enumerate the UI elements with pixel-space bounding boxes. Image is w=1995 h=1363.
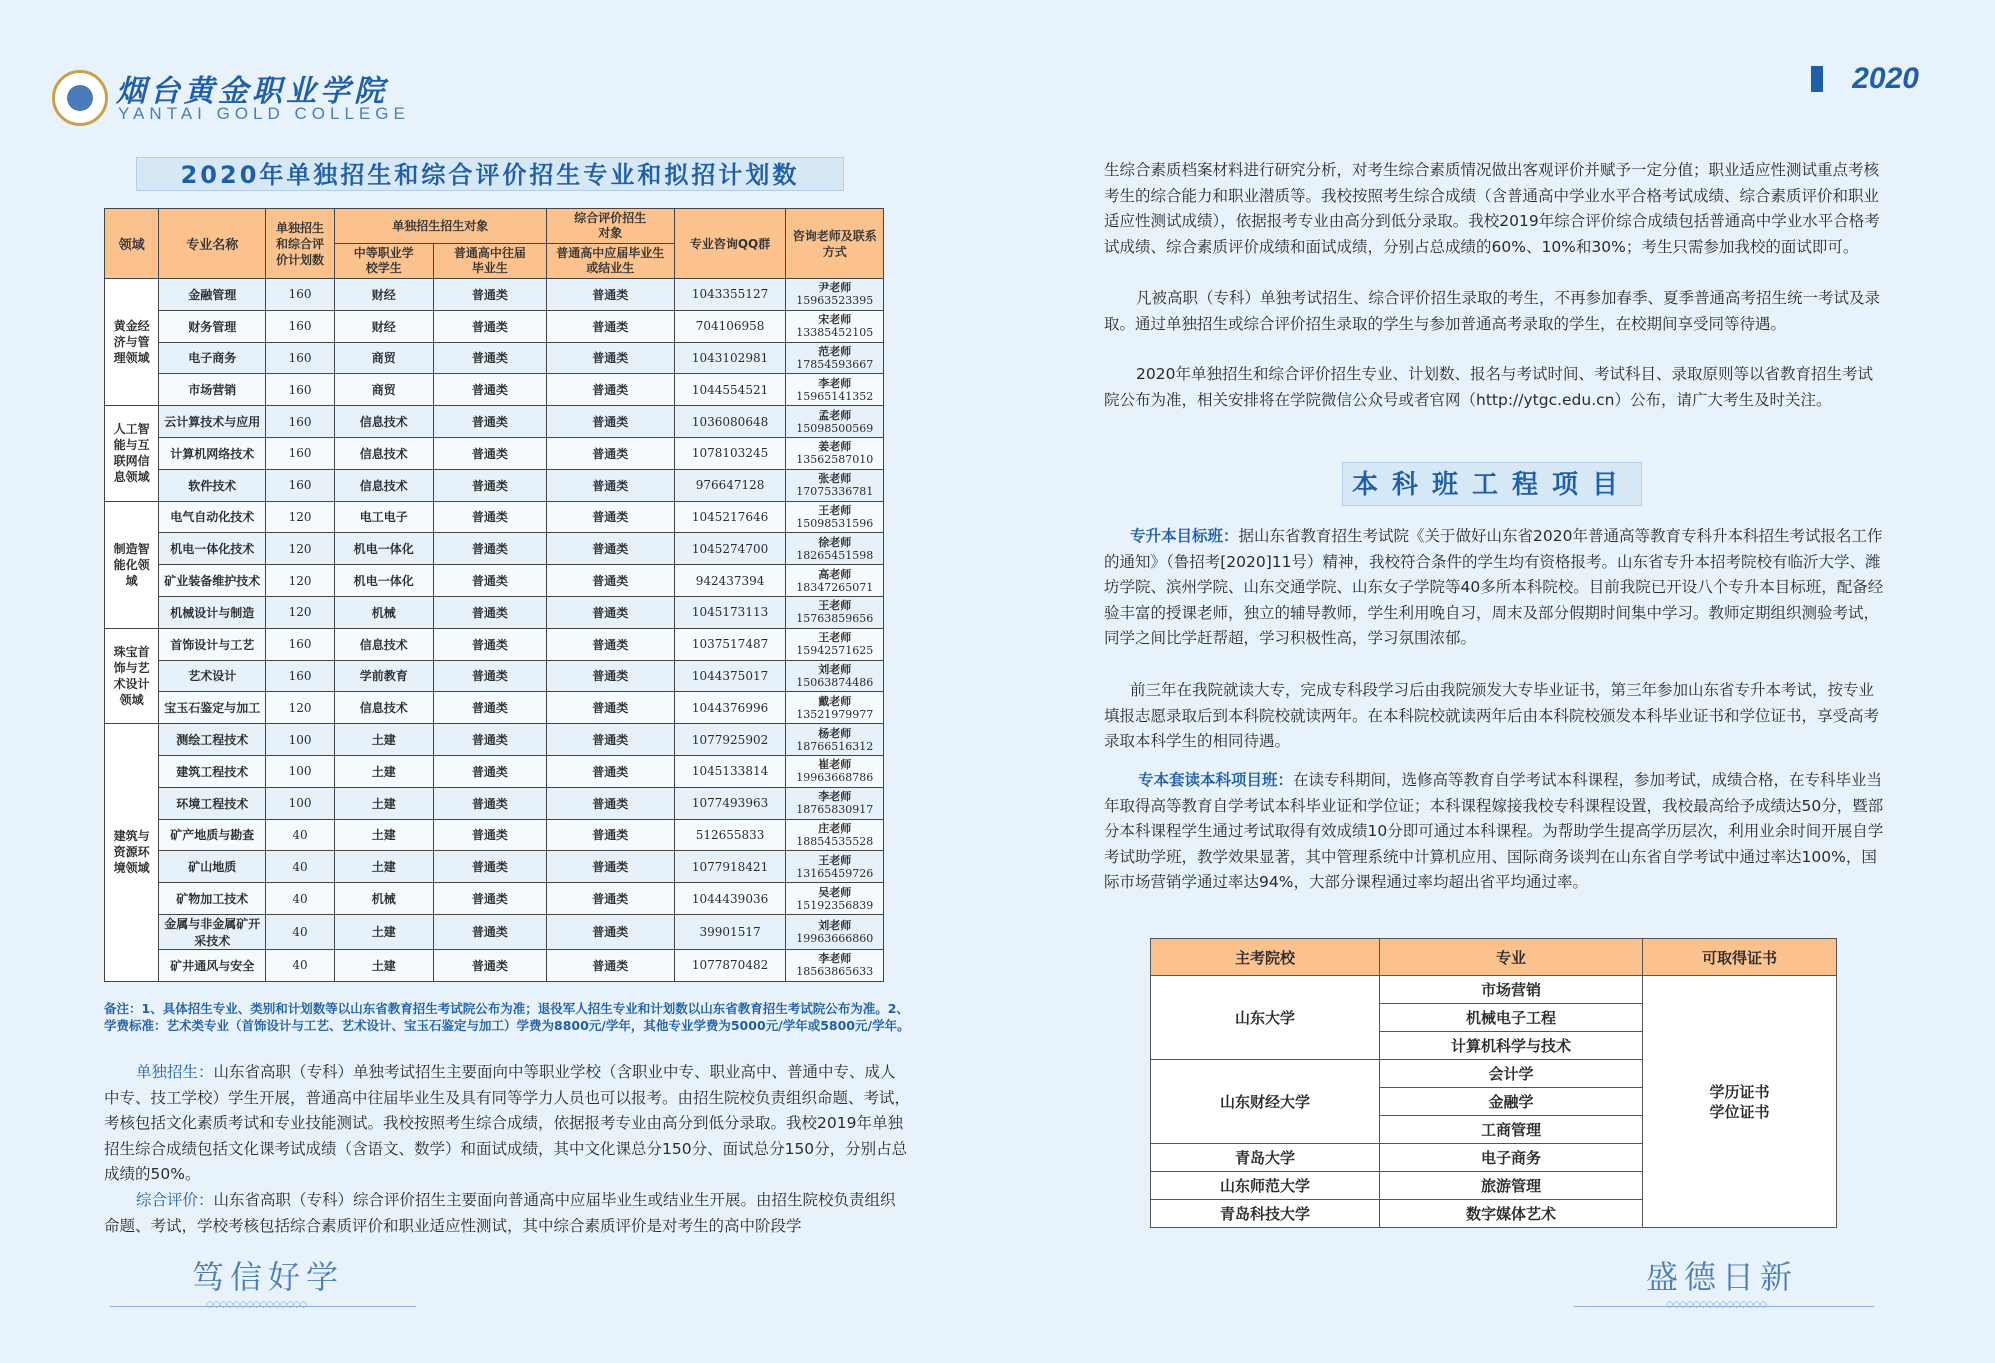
major-cell: 计算机网络技术 [159,437,266,469]
single-b-cell: 普通类 [433,310,546,342]
contact-cell [786,883,884,915]
single-b-cell: 普通类 [433,596,546,628]
upgrade-class-lead: 专升本目标班： [1130,527,1239,545]
teacher-phone: 15192356839 [796,898,874,912]
plan-cell: 40 [266,914,334,949]
single-a-cell: 财经 [334,310,433,342]
major-cell: 市场营销 [159,374,266,406]
single-a-cell: 机械 [334,883,433,915]
comp-a-cell: 普通类 [546,469,674,501]
qq-cell: 1045217646 [674,501,786,533]
teacher-phone: 18347265071 [796,580,874,594]
comp-a-cell: 普通类 [546,310,674,342]
enrollment-plan-table [104,208,884,982]
single-a-cell: 土建 [334,949,433,981]
teacher-phone: 13165459726 [796,866,874,880]
table-row [105,724,884,756]
qq-cell: 942437394 [674,565,786,597]
qq-cell: 1077493963 [674,787,786,819]
upgrade-class-paragraph-2: 前三年在我院就读大专，完成专科段学习后由我院颁发大专毕业证书，第三年参加山东省专升本考试，按专业填报志愿录取后到本科院校就读两年。在本科院校就读两年后由本科院校颁发本科毕业证书和学位证书，享受高考录取本科学生的相同待遇。 [1104,681,1880,751]
single-a-cell: 信息技术 [334,469,433,501]
comp-a-cell: 普通类 [546,883,674,915]
teacher-name: 王老师 [818,503,852,517]
teacher-phone: 17075336781 [796,485,874,499]
teacher-name: 刘老师 [818,662,852,676]
table-row [105,279,884,311]
single-b-cell: 普通类 [433,565,546,597]
qq-cell: 1044376996 [674,692,786,724]
contact-cell [786,565,884,597]
single-b-cell: 普通类 [433,469,546,501]
single-a-cell: 信息技术 [334,692,433,724]
contact-cell [786,596,884,628]
plan-cell: 160 [266,279,334,311]
single-a-cell: 机电一体化 [334,565,433,597]
single-b-cell: 普通类 [433,628,546,660]
teacher-phone: 17854593667 [796,357,874,371]
contact-cell [786,660,884,692]
teacher-name: 庄老师 [818,821,852,835]
teacher-name: 吴老师 [818,885,852,899]
contact-cell [786,501,884,533]
single-a-cell: 土建 [334,914,433,949]
comp-a-cell: 普通类 [546,914,674,949]
cert-row [1151,976,1837,1004]
comp-a-cell: 普通类 [546,501,674,533]
upgrade-class-paragraph [1104,524,1884,652]
table-row [105,501,884,533]
plan-cell: 160 [266,469,334,501]
cert-major-cell: 数字媒体艺术 [1380,1200,1643,1228]
domain-cell: 制造智能化领域 [105,501,159,628]
plan-cell: 160 [266,437,334,469]
single-a-cell: 土建 [334,787,433,819]
comp-a-cell: 普通类 [546,628,674,660]
major-cell: 财务管理 [159,310,266,342]
col-single-a: 中等职业学校学生 [334,244,433,279]
major-cell: 矿井通风与安全 [159,949,266,981]
single-b-cell: 普通类 [433,406,546,438]
major-cell: 机械设计与制造 [159,596,266,628]
contact-cell [786,724,884,756]
qq-cell: 1044375017 [674,660,786,692]
single-a-cell: 学前教育 [334,660,433,692]
single-b-cell: 普通类 [433,374,546,406]
contact-cell [786,787,884,819]
contact-cell [786,406,884,438]
cert-col-certificate: 可取得证书 [1643,939,1837,976]
qq-cell: 39901517 [674,914,786,949]
major-cell: 首饰设计与工艺 [159,628,266,660]
cert-major-cell: 电子商务 [1380,1144,1643,1172]
major-cell: 矿产地质与勘查 [159,819,266,851]
cert-col-major: 专业 [1380,939,1643,976]
teacher-name: 李老师 [818,376,852,390]
comp-a-cell: 普通类 [546,374,674,406]
major-cell: 金属与非金属矿开采技术 [159,914,266,949]
table-note: 备注：1、具体招生专业、类别和计划数等以山东省教育招生考试院公布为准；退役军人招生专业和计划数以山东省教育招生考试院公布为准。2、学费标准：艺术类专业（首饰设计与工艺、艺术设计、宝玉石鉴定与加工）学费为8800元/学年，其他专业学费为5000元/学年或5800元/学年。 [104,1001,910,1033]
major-cell: 软件技术 [159,469,266,501]
table-row [105,787,884,819]
plan-cell: 100 [266,755,334,787]
major-cell: 电子商务 [159,342,266,374]
teacher-phone: 18854535528 [796,834,874,848]
single-a-cell: 电工电子 [334,501,433,533]
teacher-phone: 18766516312 [796,739,874,753]
col-comp-group: 综合评价招生对象 [546,209,674,244]
cert-major-cell: 旅游管理 [1380,1172,1643,1200]
single-admission-lead: 单独招生： [136,1063,214,1081]
joint-program-paragraph [1104,768,1884,896]
single-b-cell: 普通类 [433,949,546,981]
major-cell: 矿业装备维护技术 [159,565,266,597]
qq-cell: 1036080648 [674,406,786,438]
single-admission-text: 山东省高职（专科）单独考试招生主要面向中等职业学校（含职业中专、职业高中、普通中专、成人中专、技工学校）学生开展，普通高中往届毕业生及具有同等学力人员也可以报考。由招生院校负责组织命题、考试，考核包括文化素质考试和专业技能测试。我校按照考生综合成绩，依据报考专业由高分到低分录取。我校2019年单独招生综合成绩包括文化课考试成绩（含语文、数学）和面试成绩，其中文化课总分150分、面试总分150分，分别占总成绩的50%。 [104,1063,911,1184]
single-b-cell: 普通类 [433,724,546,756]
major-cell: 环境工程技术 [159,787,266,819]
contact-cell [786,437,884,469]
table-row [105,533,884,565]
comp-a-cell: 普通类 [546,596,674,628]
cert-school-cell: 山东大学 [1151,976,1380,1060]
teacher-phone: 15763859656 [796,612,874,626]
admission-notice-paragraph: 凡被高职（专科）单独考试招生、综合评价招生录取的考生，不再参加春季、夏季普通高考招生统一考试及录取。通过单独招生或综合评价招生录取的学生与参加普通高考录取的学生，在校期间享受同等待遇。 [1104,289,1881,333]
qq-cell: 1045173113 [674,596,786,628]
teacher-name: 尹老师 [818,281,852,295]
contact-cell [786,533,884,565]
contact-cell [786,692,884,724]
teacher-phone: 15098531596 [796,516,874,530]
announcement-paragraph: 2020年单独招生和综合评价招生专业、计划数、报名与考试时间、考试科目、录取原则等以省教育招生考试院公布为准，相关安排将在学院微信公众号或者官网（http://ytgc.edu.cn）公布，请广大考生及时关注。 [1104,365,1873,409]
qq-cell: 1045133814 [674,755,786,787]
comp-a-cell: 普通类 [546,533,674,565]
cert-major-cell: 会计学 [1380,1060,1643,1088]
single-a-cell: 财经 [334,279,433,311]
major-cell: 机电一体化技术 [159,533,266,565]
col-domain: 领域 [105,209,159,279]
table-row [105,819,884,851]
table-row [105,310,884,342]
plan-cell: 40 [266,819,334,851]
major-cell: 金融管理 [159,279,266,311]
motto-right: 盛德日新 [1646,1258,1799,1296]
plan-cell: 120 [266,596,334,628]
comp-a-cell: 普通类 [546,851,674,883]
year-badge: 2020 [1852,62,1919,95]
table-row [105,565,884,597]
comp-admission-text: 山东省高职（专科）综合评价招生主要面向普通高中应届毕业生或结业生开展。由招生院校负责组织命题、考试，学校考核包括综合素质评价和职业适应性测试，其中综合素质评价是对考生的高中阶段学 [104,1191,896,1235]
teacher-name: 王老师 [818,599,852,613]
teacher-name: 刘老师 [818,918,852,932]
col-plan: 单独招生和综合评价计划数 [266,209,334,279]
comp-eval-continued: 生综合素质档案材料进行研究分析，对考生综合素质情况做出客观评价并赋予一定分值；职业适应性测试重点考核考生的综合能力和职业潜质等。我校按照考生综合成绩（含普通高中学业水平合格考试成绩、综合素质评价和职业适应性测试成绩），依据报考专业由高分到低分录取。我校2019年综合评价综合成绩包括普通高中学业水平合格考试成绩、综合素质评价成绩和面试成绩，分别占总成绩的60%、10%和30%；考生只需参加我校的面试即可。 [1104,161,1880,256]
comp-a-cell: 普通类 [546,279,674,311]
contact-cell [786,628,884,660]
table-row [105,949,884,981]
table-row [105,596,884,628]
single-a-cell: 商贸 [334,342,433,374]
comp-a-cell: 普通类 [546,755,674,787]
teacher-phone: 15963523395 [796,294,874,308]
plan-table-title: 2020年单独招生和综合评价招生专业和拟招计划数 [136,157,844,191]
single-a-cell: 土建 [334,724,433,756]
upgrade-class-text: 据山东省教育招生考试院《关于做好山东省2020年普通高等教育专科升本科招生考试报名工作的通知》（鲁招考[2020]11号）精神，我校符合条件的学生均有资格报考。山东省专升本招考院校有临沂大学、潍坊学院、滨州学院、山东交通学院、山东女子学院等40多所本科院校。目前我院已开设八个专升本目标班，配备经验丰富的授课老师，独立的辅导教师，学生利用晚自习，周末及部分假期时间集中学习。教师定期组织测验考试，同学之间比学赶帮超，学习积极性高，学习氛围浓郁。 [1104,527,1884,648]
single-b-cell: 普通类 [433,660,546,692]
school-name-en: YANTAI GOLD COLLEGE [118,104,410,123]
cert-school-cell: 山东师范大学 [1151,1172,1380,1200]
table-row [105,469,884,501]
teacher-phone: 13521979977 [796,707,874,721]
plan-cell: 160 [266,374,334,406]
major-cell: 宝玉石鉴定与加工 [159,692,266,724]
single-b-cell: 普通类 [433,819,546,851]
qq-cell: 976647128 [674,469,786,501]
qq-cell: 1045274700 [674,533,786,565]
cert-value-cell: 学历证书 学位证书 [1643,976,1837,1228]
single-b-cell: 普通类 [433,914,546,949]
major-cell: 艺术设计 [159,660,266,692]
teacher-phone: 19963666860 [796,931,874,945]
major-cell: 矿物加工技术 [159,883,266,915]
table-row [105,660,884,692]
contact-cell [786,851,884,883]
comp-a-cell: 普通类 [546,660,674,692]
single-b-cell: 普通类 [433,437,546,469]
teacher-name: 崔老师 [818,758,852,772]
comp-a-cell: 普通类 [546,342,674,374]
contact-cell [786,755,884,787]
table-row [105,374,884,406]
comp-a-cell: 普通类 [546,724,674,756]
teacher-phone: 18265451598 [796,548,874,562]
plan-cell: 160 [266,406,334,438]
teacher-name: 姜老师 [818,440,852,454]
joint-program-lead: 专本套读本科项目班： [1138,771,1294,789]
single-a-cell: 土建 [334,819,433,851]
plan-cell: 120 [266,501,334,533]
table-row [105,437,884,469]
plan-cell: 120 [266,533,334,565]
single-admission-paragraph [104,1060,910,1188]
table-row [105,851,884,883]
teacher-name: 张老师 [818,472,852,486]
col-single-b: 普通高中往届毕业生 [433,244,546,279]
plan-cell: 160 [266,660,334,692]
single-b-cell: 普通类 [433,279,546,311]
major-cell: 矿山地质 [159,851,266,883]
single-a-cell: 土建 [334,851,433,883]
single-a-cell: 机电一体化 [334,533,433,565]
motto-right-diamonds-icon: ◇◇◇◇◇◇◇◇◇◇◇◇◇◇◇ [1666,1299,1767,1310]
col-qq: 专业咨询QQ群 [674,209,786,279]
cert-school-cell: 山东财经大学 [1151,1060,1380,1144]
single-a-cell: 信息技术 [334,406,433,438]
qq-cell: 1077870482 [674,949,786,981]
year-bar-icon [1811,66,1823,92]
contact-cell [786,374,884,406]
plan-cell: 40 [266,851,334,883]
single-a-cell: 商贸 [334,374,433,406]
major-cell: 电气自动化技术 [159,501,266,533]
single-a-cell: 机械 [334,596,433,628]
major-cell: 云计算技术与应用 [159,406,266,438]
joint-program-text: 在读专科期间，选修高等教育自学考试本科课程，参加考试，成绩合格，在专科毕业当年取得高等教育自学考试本科毕业证和学位证；本科课程嫁接我校专科课程设置，我校最高给予成绩达50分，暨部分本科课程学生通过考试取得有效成绩10分即可通过本科课程。为帮助学生提高学历层次，利用业余时间开展自学考试助学班，教学效果显著，其中管理系统中计算机应用、国际商务谈判在山东省自学考试中通过率达100%，国际市场营销学通过率达94%，大部分课程通过率均超出省平均通过率。 [1104,771,1884,892]
qq-cell: 1044439036 [674,883,786,915]
teacher-phone: 18563865633 [796,965,874,979]
single-a-cell: 信息技术 [334,437,433,469]
cert-school-cell: 青岛科技大学 [1151,1200,1380,1228]
plan-cell: 100 [266,787,334,819]
table-row [105,692,884,724]
cert-major-cell: 工商管理 [1380,1116,1643,1144]
teacher-name: 宋老师 [818,313,852,327]
teacher-name: 戴老师 [818,694,852,708]
motto-left-diamonds-icon: ◇◇◇◇◇◇◇◇◇◇◇◇◇◇◇ [206,1299,307,1310]
qq-cell: 1043355127 [674,279,786,311]
major-cell: 建筑工程技术 [159,755,266,787]
plan-cell: 160 [266,310,334,342]
teacher-name: 高老师 [818,567,852,581]
motto-left: 笃信好学 [192,1258,345,1296]
college-logo [52,70,108,126]
qq-cell: 1037517487 [674,628,786,660]
teacher-phone: 13562587010 [796,453,874,467]
plan-cell: 100 [266,724,334,756]
comp-admission-lead: 综合评价： [136,1191,214,1209]
table-row [105,406,884,438]
teacher-name: 王老师 [818,631,852,645]
qq-cell: 1077918421 [674,851,786,883]
comp-a-cell: 普通类 [546,819,674,851]
table-row [105,342,884,374]
domain-cell: 珠宝首饰与艺术设计领域 [105,628,159,723]
single-a-cell: 土建 [334,755,433,787]
domain-cell: 建筑与资源环境领域 [105,724,159,982]
cert-school-cell: 青岛大学 [1151,1144,1380,1172]
teacher-phone: 19963668786 [796,771,874,785]
cert-major-cell: 机械电子工程 [1380,1004,1643,1032]
single-b-cell: 普通类 [433,501,546,533]
table-row [105,883,884,915]
plan-cell: 40 [266,949,334,981]
qq-cell: 1043102981 [674,342,786,374]
comp-a-cell: 普通类 [546,787,674,819]
single-b-cell: 普通类 [433,755,546,787]
contact-cell [786,279,884,311]
qq-cell: 1044554521 [674,374,786,406]
qq-cell: 1077925902 [674,724,786,756]
contact-cell [786,819,884,851]
comp-a-cell: 普通类 [546,406,674,438]
plan-cell: 120 [266,692,334,724]
col-major: 专业名称 [159,209,266,279]
plan-cell: 160 [266,342,334,374]
teacher-name: 徐老师 [818,535,852,549]
teacher-name: 杨老师 [818,726,852,740]
contact-cell [786,914,884,949]
comp-a-cell: 普通类 [546,565,674,597]
teacher-name: 孟老师 [818,408,852,422]
contact-cell [786,342,884,374]
plan-cell: 160 [266,628,334,660]
domain-cell: 人工智能与互联网信息领域 [105,406,159,501]
plan-cell: 40 [266,883,334,915]
teacher-name: 王老师 [818,853,852,867]
qq-cell: 704106958 [674,310,786,342]
domain-cell: 黄金经济与管理领域 [105,279,159,406]
teacher-phone: 15942571625 [796,644,874,658]
table-row [105,914,884,949]
col-comp-a: 普通高中应届毕业生或结业生 [546,244,674,279]
single-b-cell: 普通类 [433,342,546,374]
contact-cell [786,310,884,342]
single-b-cell: 普通类 [433,692,546,724]
comp-a-cell: 普通类 [546,692,674,724]
single-b-cell: 普通类 [433,883,546,915]
major-cell: 测绘工程技术 [159,724,266,756]
teacher-phone: 15098500569 [796,421,874,435]
cert-col-school: 主考院校 [1151,939,1380,976]
contact-cell [786,949,884,981]
teacher-phone: 18765830917 [796,803,874,817]
school-name-cn: 烟台黄金职业学院 [116,74,388,109]
qq-cell: 512655833 [674,819,786,851]
comp-a-cell: 普通类 [546,949,674,981]
col-single-group: 单独招生招生对象 [334,209,546,244]
teacher-name: 李老师 [818,790,852,804]
single-b-cell: 普通类 [433,533,546,565]
certificate-table [1150,938,1837,1228]
teacher-phone: 15063874486 [796,675,874,689]
undergrad-section-title: 本科班工程项目 [1342,462,1642,506]
table-row [105,755,884,787]
qq-cell: 1078103245 [674,437,786,469]
single-b-cell: 普通类 [433,787,546,819]
cert-major-cell: 市场营销 [1380,976,1643,1004]
teacher-phone: 15965141352 [796,389,874,403]
comp-a-cell: 普通类 [546,437,674,469]
single-b-cell: 普通类 [433,851,546,883]
teacher-name: 范老师 [818,344,852,358]
col-contact: 咨询老师及联系方式 [786,209,884,279]
comp-admission-paragraph [104,1188,910,1239]
cert-major-cell: 计算机科学与技术 [1380,1032,1643,1060]
table-row [105,628,884,660]
teacher-name: 李老师 [818,952,852,966]
cert-major-cell: 金融学 [1380,1088,1643,1116]
teacher-phone: 13385452105 [796,326,874,340]
plan-cell: 120 [266,565,334,597]
contact-cell [786,469,884,501]
single-a-cell: 信息技术 [334,628,433,660]
